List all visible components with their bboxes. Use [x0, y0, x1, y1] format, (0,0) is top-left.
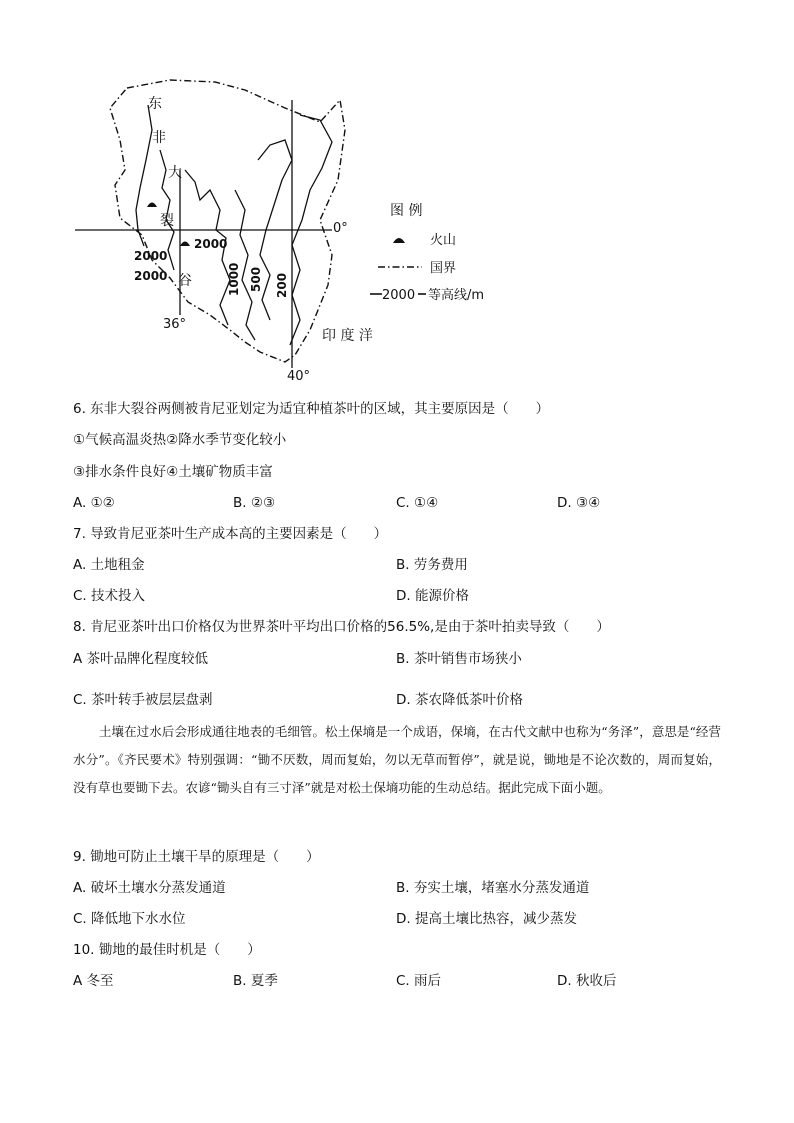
contour-label: 2000: [134, 269, 168, 283]
question-8-stem: 8. 肯尼亚茶叶出口价格仅为世界茶叶平均出口价格的56.5%,是由于茶叶拍卖导致（ ）: [73, 619, 610, 635]
volcano-icon: [180, 242, 190, 247]
contour-label: 1000: [227, 262, 241, 296]
legend-volcano-label: 火山: [430, 233, 457, 248]
question-10-stem: 10. 锄地的最佳时机是（ ）: [73, 942, 261, 958]
question-6-statement: ③排水条件良好④土壤矿物质丰富: [73, 464, 273, 480]
question-9-option-b[interactable]: B. 夯实土壤，堵塞水分蒸发通道: [396, 880, 590, 896]
rift-char: 大: [168, 165, 182, 181]
legend-border-label: 国界: [430, 261, 457, 276]
question-6-statement: ①气候高温炎热②降水季节变化较小: [73, 432, 287, 448]
question-10-option-d[interactable]: D. 秋收后: [557, 973, 617, 989]
latitude-label: 0°: [333, 221, 348, 236]
question-9-option-a[interactable]: A. 破坏土壤水分蒸发通道: [73, 880, 226, 896]
question-6-option-a[interactable]: A. ①②: [73, 495, 115, 511]
question-7-option-b[interactable]: B. 劳务费用: [396, 557, 468, 573]
question-9-option-c[interactable]: C. 降低地下水水位: [73, 911, 186, 927]
question-10-option-a[interactable]: A 冬至: [73, 973, 114, 989]
question-10-option-c[interactable]: C. 雨后: [396, 973, 442, 989]
question-6-option-b[interactable]: B. ②③: [233, 495, 276, 511]
passage-text: 土壤在过水后会形成通往地表的毛细管。松土保墒是一个成语，保墒，在古代文献中也称为“务泽”，意思是“经营水分”。《齐民要术》特别强调：“锄不厌数，周而复始，勿以无草而暂停”，就是说，锄地是不论次数的，周而复始，没有草也要锄下去。农谚“锄头自有三寸泽”就是对松土保墒功能的生动总结。据此完成下面小题。: [73, 724, 721, 795]
longitude-label: 36°: [163, 317, 187, 332]
question-6-option-d[interactable]: D. ③④: [557, 495, 601, 511]
longitude-label: 40°: [287, 369, 311, 384]
contour-label: 500: [249, 266, 263, 292]
rift-char: 非: [152, 130, 166, 146]
ocean-label: 印 度 洋: [322, 328, 373, 344]
rift-char: 东: [148, 96, 162, 112]
rift-char: 谷: [178, 273, 192, 289]
question-8-option-a[interactable]: A 茶叶品牌化程度较低: [73, 651, 209, 667]
contour-label: 2000: [134, 249, 168, 263]
legend-volcano-icon: [393, 238, 405, 243]
volcano-icon: [147, 203, 157, 208]
reading-passage: [73, 718, 721, 802]
rift-char: 裂: [160, 213, 174, 229]
question-7-option-c[interactable]: C. 技术投入: [73, 588, 146, 604]
question-8-option-c[interactable]: C. 茶叶转手被层层盘剥: [73, 692, 213, 708]
question-9-stem: 9. 锄地可防止土壤干旱的原理是（ ）: [73, 849, 320, 865]
question-10-option-b[interactable]: B. 夏季: [233, 973, 278, 989]
legend-contour-value: 2000: [382, 288, 416, 303]
question-7-option-d[interactable]: D. 能源价格: [396, 588, 469, 604]
legend-title: 图 例: [390, 203, 423, 219]
national-border: [110, 80, 345, 362]
legend-contour-label: 等高线/m: [428, 288, 485, 303]
question-6-stem: 6. 东非大裂谷两侧被肯尼亚划定为适宜种植茶叶的区域，其主要原因是（ ）: [73, 401, 550, 417]
question-7-stem: 7. 导致肯尼亚茶叶生产成本高的主要因素是（ ）: [73, 526, 388, 542]
contour-2000-left: [136, 105, 152, 246]
contour-label: 200: [275, 272, 289, 298]
question-8-option-b[interactable]: B. 茶叶销售市场狭小: [396, 651, 522, 667]
question-7-option-a[interactable]: A. 土地租金: [73, 557, 145, 573]
kenya-map: [70, 70, 530, 390]
contour-label: 2000: [194, 237, 228, 251]
question-6-option-c[interactable]: C. ①④: [396, 495, 439, 511]
question-9-option-d[interactable]: D. 提高土壤比热容，减少蒸发: [396, 911, 577, 927]
question-8-option-d[interactable]: D. 茶农降低茶叶价格: [396, 692, 523, 708]
